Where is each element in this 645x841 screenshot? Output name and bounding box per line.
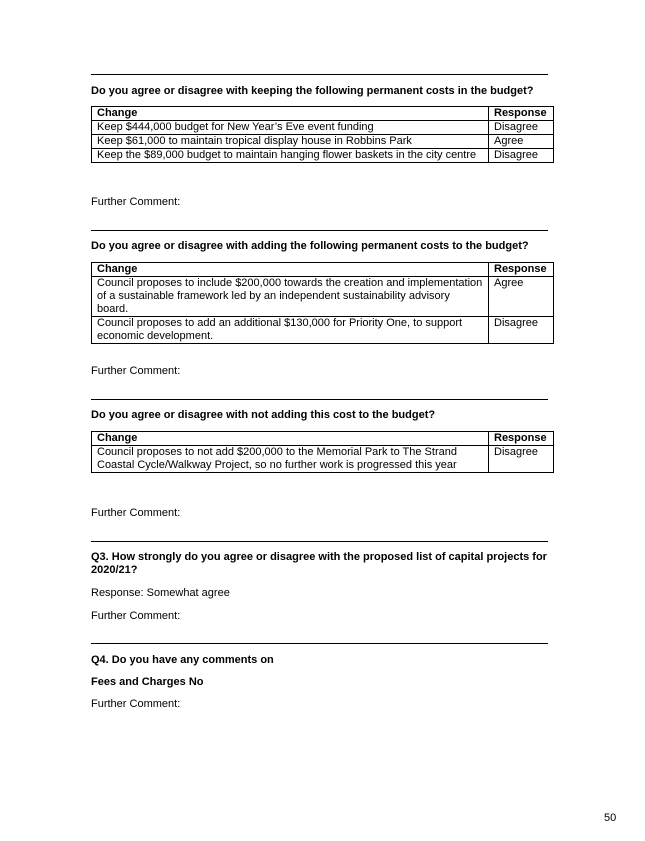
q3-question: Q3. How strongly do you agree or disagree with the proposed list of capital projects for 2020/21? bbox=[91, 551, 547, 576]
section2-table bbox=[91, 262, 554, 344]
column-header-response: Response bbox=[489, 432, 554, 446]
further-comment-label: Further Comment: bbox=[91, 610, 181, 622]
further-comment-label: Further Comment: bbox=[91, 365, 181, 377]
q4-question: Q4. Do you have any comments on bbox=[91, 654, 274, 666]
response-cell: Disagree bbox=[489, 149, 554, 163]
response-cell: Disagree bbox=[489, 317, 554, 344]
table-row bbox=[92, 135, 554, 149]
divider-rule bbox=[91, 74, 548, 75]
table-header-row bbox=[92, 107, 554, 121]
column-header-response: Response bbox=[489, 263, 554, 277]
table-row bbox=[92, 121, 554, 135]
section3-question: Do you agree or disagree with not adding this cost to the budget? bbox=[91, 409, 436, 421]
further-comment-label: Further Comment: bbox=[91, 196, 181, 208]
column-header-change: Change bbox=[92, 107, 489, 121]
q3-response: Response: Somewhat agree bbox=[91, 587, 230, 599]
column-header-change: Change bbox=[92, 263, 489, 277]
section3-table bbox=[91, 431, 554, 473]
response-cell: Disagree bbox=[489, 121, 554, 135]
further-comment-label: Further Comment: bbox=[91, 698, 181, 710]
change-cell: Council proposes to include $200,000 towards the creation and implementation of a sustainable framework led by an independent sustainability advisory board. bbox=[92, 277, 489, 317]
divider-rule bbox=[91, 541, 548, 542]
response-cell: Agree bbox=[489, 135, 554, 149]
change-cell: Keep $61,000 to maintain tropical display house in Robbins Park bbox=[92, 135, 489, 149]
change-cell: Council proposes to not add $200,000 to the Memorial Park to The Strand Coastal Cycle/Walkway Project, so no further work is progressed this year bbox=[92, 446, 489, 473]
change-cell: Keep $444,000 budget for New Year’s Eve event funding bbox=[92, 121, 489, 135]
divider-rule bbox=[91, 643, 548, 644]
column-header-response: Response bbox=[489, 107, 554, 121]
table-header-row bbox=[92, 263, 554, 277]
response-cell: Agree bbox=[489, 277, 554, 317]
table-header-row bbox=[92, 432, 554, 446]
change-cell: Keep the $89,000 budget to maintain hanging flower baskets in the city centre bbox=[92, 149, 489, 163]
table-row bbox=[92, 277, 554, 317]
divider-rule bbox=[91, 230, 548, 231]
table-row bbox=[92, 317, 554, 344]
section1-question: Do you agree or disagree with keeping the following permanent costs in the budget? bbox=[91, 85, 534, 97]
section2-question: Do you agree or disagree with adding the following permanent costs to the budget? bbox=[91, 240, 529, 252]
divider-rule bbox=[91, 399, 548, 400]
q4-subheading: Fees and Charges No bbox=[91, 676, 204, 688]
column-header-change: Change bbox=[92, 432, 489, 446]
page-number: 50 bbox=[604, 812, 617, 824]
change-cell: Council proposes to add an additional $130,000 for Priority One, to support economic development. bbox=[92, 317, 489, 344]
table-row bbox=[92, 446, 554, 473]
section1-table bbox=[91, 106, 554, 163]
table-row bbox=[92, 149, 554, 163]
further-comment-label: Further Comment: bbox=[91, 507, 181, 519]
response-cell: Disagree bbox=[489, 446, 554, 473]
